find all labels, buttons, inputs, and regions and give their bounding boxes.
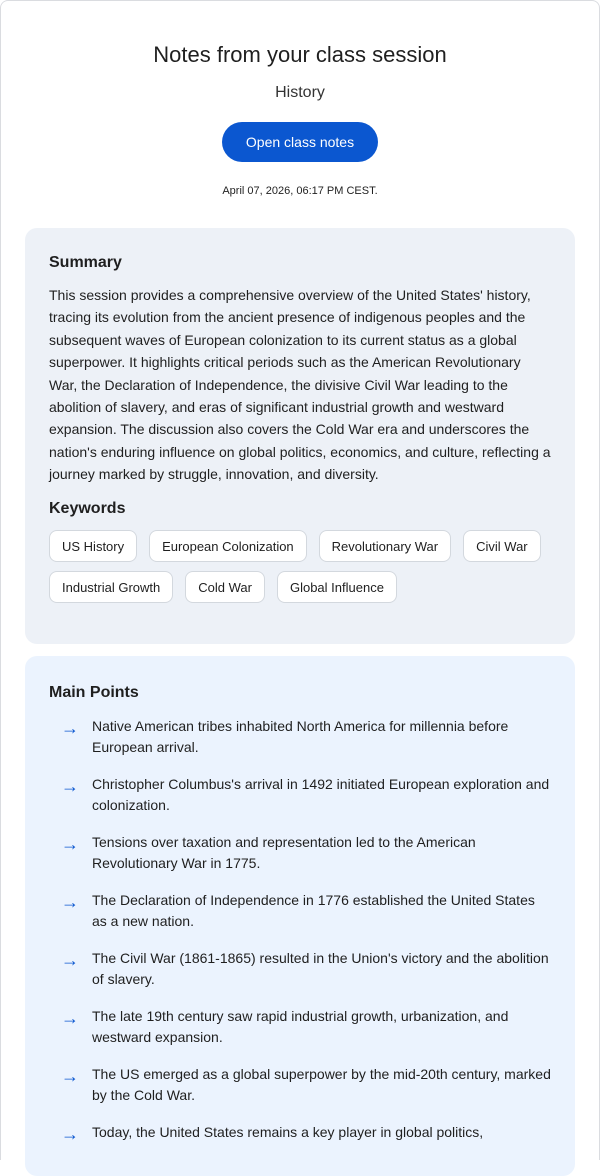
list-item xyxy=(49,716,551,758)
summary-card xyxy=(25,228,575,644)
keyword-chip[interactable]: Industrial Growth xyxy=(49,571,173,603)
header xyxy=(1,1,599,198)
session-timestamp: April 07, 2026, 06:17 PM CEST. xyxy=(222,185,378,197)
main-points-card xyxy=(25,656,575,1176)
point-text: The Declaration of Independence in 1776 established the United States as a new nation. xyxy=(92,892,535,929)
list-item xyxy=(49,1064,551,1106)
main-points-heading: Main Points xyxy=(49,684,139,701)
summary-text: This session provides a comprehensive overview of the United States' history, tracing its evolution from the ancient presence of indigenous peoples and the subsequent waves of European colonization to its current status as a global superpower. It highlights critical periods such as the American Revolutionary War, the Declaration of Independence, the divisive Civil War leading to the abolition of slavery, and eras of significant industrial growth and westward expansion. The discussion also covers the Cold War era and underscores the nation's enduring influence on global politics, economics, and culture, reflecting a journey marked by struggle, innovation, and diversity. xyxy=(49,287,551,483)
point-text: Today, the United States remains a key player in global politics, xyxy=(92,1124,484,1140)
keyword-chips xyxy=(49,530,551,603)
keyword-chip[interactable]: US History xyxy=(49,530,137,562)
list-item xyxy=(49,948,551,990)
list-item xyxy=(49,1122,551,1143)
list-item xyxy=(49,1006,551,1048)
arrow-right-icon: → xyxy=(61,776,79,796)
keyword-chip[interactable]: European Colonization xyxy=(149,530,307,562)
point-text: The late 19th century saw rapid industrial growth, urbanization, and westward expansion. xyxy=(92,1008,509,1045)
list-item xyxy=(49,832,551,874)
main-points-list xyxy=(49,716,551,1143)
arrow-right-icon: → xyxy=(61,1124,79,1144)
arrow-right-icon: → xyxy=(61,892,79,912)
arrow-right-icon: → xyxy=(61,1066,79,1086)
point-text: The US emerged as a global superpower by the mid-20th century, marked by the Cold War. xyxy=(92,1066,551,1103)
keywords-heading: Keywords xyxy=(49,499,126,517)
open-class-notes-button[interactable]: Open class notes xyxy=(222,122,378,162)
point-text: Native American tribes inhabited North America for millennia before European arrival. xyxy=(92,718,509,755)
page-title: Notes from your class session xyxy=(153,42,447,67)
arrow-right-icon: → xyxy=(61,950,79,970)
point-text: Tensions over taxation and representation led to the American Revolutionary War in 1775. xyxy=(92,834,476,871)
summary-heading: Summary xyxy=(49,254,122,271)
keyword-chip[interactable]: Civil War xyxy=(463,530,541,562)
point-text: The Civil War (1861-1865) resulted in the Union's victory and the abolition of slavery. xyxy=(92,950,549,987)
point-text: Christopher Columbus's arrival in 1492 initiated European exploration and colonization. xyxy=(92,776,550,813)
subject-label: History xyxy=(275,84,325,101)
arrow-right-icon: → xyxy=(61,1008,79,1028)
list-item xyxy=(49,774,551,816)
keyword-chip[interactable]: Cold War xyxy=(185,571,265,603)
arrow-right-icon: → xyxy=(61,834,79,854)
keyword-chip[interactable]: Revolutionary War xyxy=(319,530,451,562)
list-item xyxy=(49,890,551,932)
keyword-chip[interactable]: Global Influence xyxy=(277,571,397,603)
arrow-right-icon: → xyxy=(61,718,79,738)
